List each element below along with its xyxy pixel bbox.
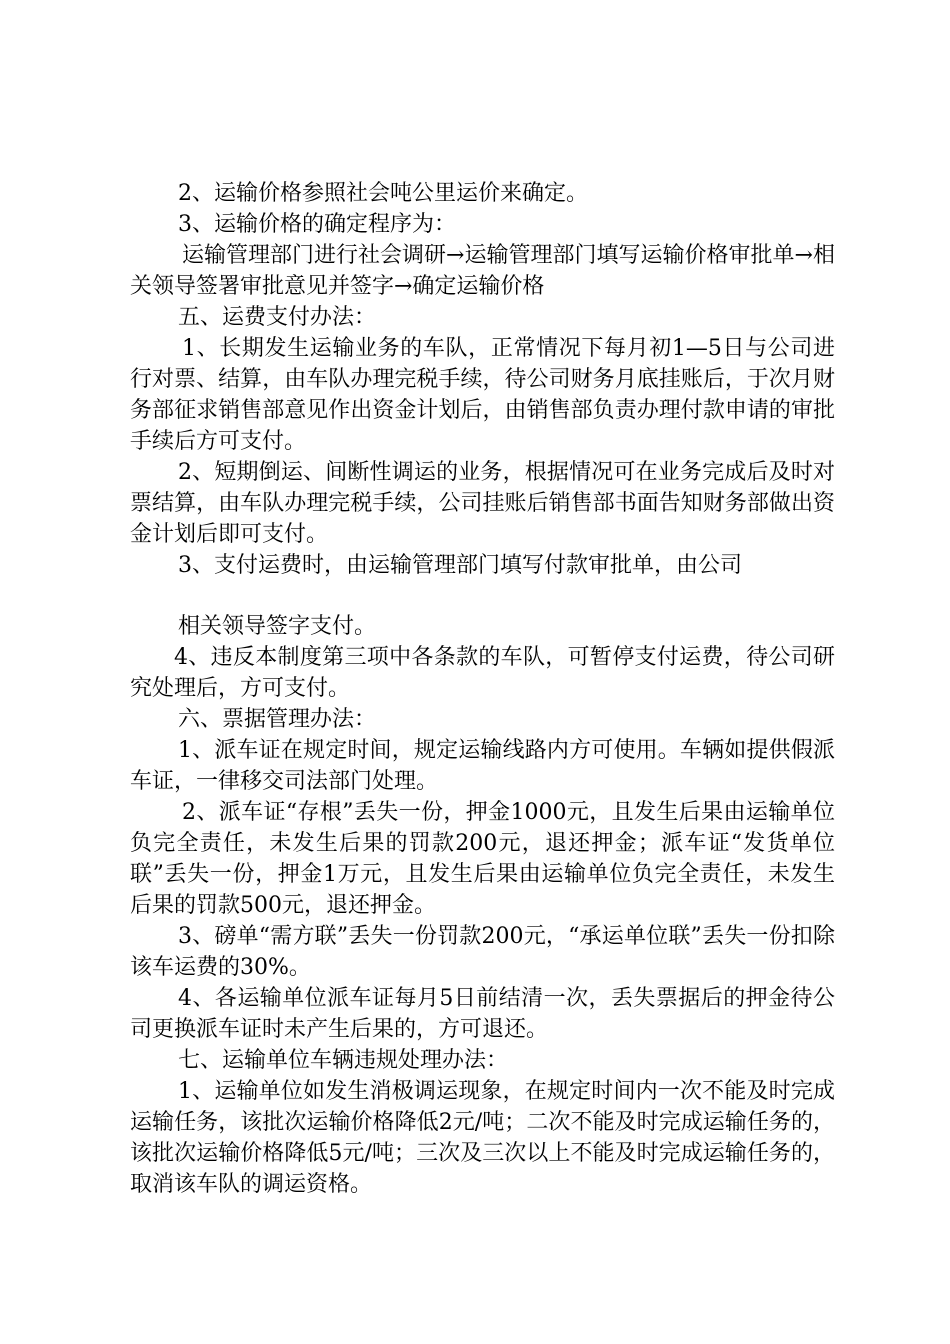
- paragraph: 1、长期发生运输业务的车队，正常情况下每月初1—5日与公司进行对票、结算，由车队办理完税手续，待公司财务月底挂账后，于次月财务部征求销售部意见作出资金计划后，由销售部负责办理付款申请的审批手续后方可支付。: [130, 336, 835, 454]
- paragraph: 1、派车证在规定时间，规定运输线路内方可使用。车辆如提供假派车证，一律移交司法部门处理。: [130, 738, 835, 794]
- paragraph: 2、短期倒运、间断性调运的业务，根据情况可在业务完成后及时对票结算，由车队办理完税手续，公司挂账后销售部书面告知财务部做出资金计划后即可支付。: [130, 460, 835, 547]
- paragraph: 2、派车证“存根”丢失一份，押金1000元，且发生后果由运输单位负完全责任，未发生后果的罚款200元，退还押金；派车证“发货单位联”丢失一份，押金1万元，且发生后果由运输单位负完全责任，未发生后果的罚款500元，退还押金。: [130, 800, 835, 918]
- paragraph: 4、违反本制度第三项中各条款的车队，可暂停支付运费，待公司研究处理后，方可支付。: [130, 645, 835, 701]
- paragraph: 2、运输价格参照社会吨公里运价来确定。: [178, 181, 588, 206]
- paragraph: 相关领导签字支付。: [178, 614, 377, 639]
- section-heading: 六、票据管理办法：: [178, 707, 377, 732]
- paragraph: 运输管理部门进行社会调研→运输管理部门填写运输价格审批单→相关领导签署审批意见并签字→确定运输价格: [130, 243, 835, 299]
- paragraph: 3、运输价格的确定程序为：: [178, 212, 456, 237]
- section-heading: 五、运费支付办法：: [178, 305, 377, 330]
- paragraph: 4、各运输单位派车证每月5日前结清一次，丢失票据后的押金待公司更换派车证时未产生后果的，方可退还。: [130, 986, 835, 1042]
- paragraph: 3、磅单“需方联”丢失一份罚款200元，“承运单位联”丢失一份扣除该车运费的30%。: [130, 924, 835, 980]
- paragraph: 3、支付运费时，由运输管理部门填写付款审批单，由公司: [178, 553, 742, 578]
- paragraph: 1、运输单位如发生消极调运现象，在规定时间内一次不能及时完成运输任务，该批次运输价格降低2元/吨；二次不能及时完成运输任务的，该批次运输价格降低5元/吨；三次及三次以上不能及时完成运输任务的，取消该车队的调运资格。: [130, 1079, 835, 1197]
- section-heading: 七、运输单位车辆违规处理办法：: [178, 1048, 509, 1073]
